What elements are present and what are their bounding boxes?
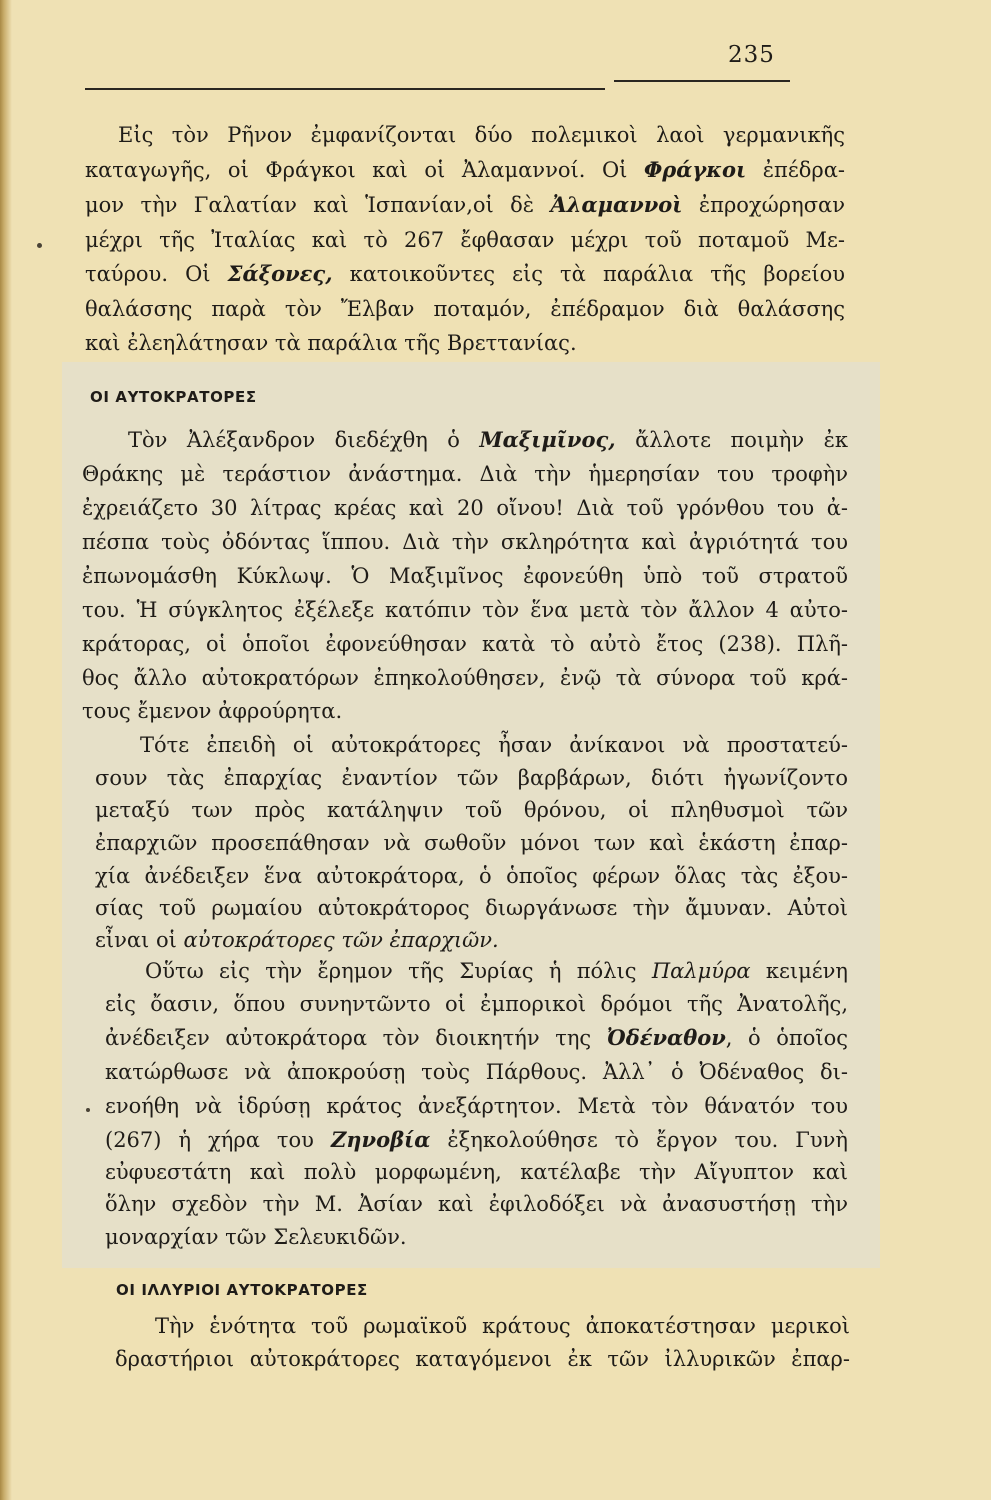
text-segment: ἐξηκολούθησε τὸ ἔργον του. Γυνὴ [430,1128,848,1152]
text-line: χία ἀνέδειξεν ἕνα αὐτοκράτορα, ὁ ὁποῖος φέρων ὅλας τὰς ἐξου- [95,864,848,888]
text-line: σίας τοῦ ρωμαίου αὐτοκράτορος διωργάνωσε τὴν ἄμυναν. Αὐτοὶ [95,896,848,920]
text-line [85,155,845,185]
text-segment: κειμένη [750,959,848,983]
text-line: κράτορας, οἱ ὁποῖοι ἐφονεύθησαν κατὰ τὸ αὐτὸ ἔτος (238). Πλῆ- [82,632,848,656]
emphasized-term: αὐτοκράτορες τῶν ἐπαρχιῶν. [183,928,499,952]
text-line: ἐπαρχιῶν προσεπάθησαν νὰ σωθοῦν μόνοι των καὶ ἑκάστη ἐπαρ- [95,831,848,855]
text-segment: ἐπροχώρησαν [682,193,845,217]
section-heading: ΟΙ ΑΥΤΟΚΡΑΤΟΡΕΣ [90,388,257,406]
emphasized-term: Παλμύρα [651,959,751,983]
section-heading: ΟΙ ΙΛΛΥΡΙΟΙ ΑΥΤΟΚΡΑΤΟΡΕΣ [116,1281,368,1299]
text-segment: (267) ἡ χήρα του [105,1128,331,1152]
text-segment: εἶναι οἱ [95,928,184,952]
text-line: Τότε ἐπειδὴ οἱ αὐτοκράτορες ἦσαν ἀνίκανοι νὰ προστατεύ- [140,733,848,757]
text-line: Τὴν ἑνότητα τοῦ ρωμαϊκοῦ κράτους ἀποκατέστησαν μερικοὶ [155,1314,850,1338]
text-line: μεταξύ των πρὸς κατάληψιν τοῦ θρόνου, οἱ πληθυσμοὶ τῶν [95,798,848,822]
text-line [128,425,848,455]
text-segment: κατοικοῦντες εἰς τὰ παράλια τῆς βορείου [332,262,845,286]
emphasized-term: Μαξιμῖνος, [479,427,616,452]
text-segment: ἄλλοτε ποιμὴν ἐκ [615,428,848,452]
text-line [85,259,845,289]
text-segment: ἐπέδρα- [746,158,845,182]
text-line: καὶ ἐλεηλάτησαν τὰ παράλια τῆς Βρεττανίας. [85,331,577,355]
text-segment: μον τὴν Γαλατίαν καὶ Ἱσπανίαν,οἱ δὲ [85,193,551,217]
text-line: θος ἄλλο αὐτοκρατόρων ἐπηκολούθησεν, ἐνῷ τὰ σύνορα τοῦ κρά- [82,666,848,690]
text-line: μοναρχίαν τῶν Σελευκιδῶν. [105,1225,407,1249]
header-rule [85,88,605,90]
text-line [95,925,848,955]
text-line: θαλάσσης παρὰ τὸν Ἔλβαν ποταμόν, ἐπέδραμον διὰ θαλάσσης [85,297,845,321]
text-line [85,190,845,220]
text-line: Θράκης μὲ τεράστιον ἀνάστημα. Διὰ τὴν ἡμερησίαν του τροφὴν [82,462,848,486]
text-line: ενοήθη νὰ ἱδρύσῃ κράτος ἀνεξάρτητον. Μετὰ τὸν θάνατόν του [105,1094,848,1118]
emphasized-term: Ἀλαμαννοὶ [550,192,683,217]
margin-speck [37,243,42,248]
text-segment: , ὁ ὁποῖος [725,1026,848,1050]
text-line: ὅλην σχεδὸν τὴν Μ. Ἀσίαν καὶ ἐφιλοδόξει νὰ ἀνασυστήσῃ τὴν [105,1192,848,1216]
header-rule [614,80,790,82]
text-line: ἐχρειάζετο 30 λίτρας κρέας καὶ 20 οἴνου! Διὰ τοῦ γρόνθου του ἀ- [82,496,848,520]
text-line: τους ἔμενον ἀφρούρητα. [82,699,343,723]
text-line: δραστήριοι αὐτοκράτορες καταγόμενοι ἐκ τῶν ἰλλυρικῶν ἐπαρ- [115,1347,850,1371]
text-line: του. Ἡ σύγκλητος ἐξέλεξε κατόπιν τὸν ἕνα μετὰ τὸν ἄλλον 4 αὐτο- [82,598,848,622]
text-line: εὐφυεστάτη καὶ πολὺ μορφωμένη, κατέλαβε τὴν Αἴγυπτον καὶ [105,1160,848,1184]
text-line: μέχρι τῆς Ἰταλίας καὶ τὸ 267 ἔφθασαν μέχρι τοῦ ποταμοῦ Με- [85,228,845,252]
text-line [105,1125,848,1155]
text-line: κατώρθωσε νὰ ἀποκρούσῃ τοὺς Πάρθους. Ἀλλ᾽ ὁ Ὀδέναθος δι- [105,1060,848,1084]
emphasized-term: Φράγκοι [644,157,747,182]
emphasized-term: Ζηνοβία [330,1127,431,1152]
text-line: σουν τὰς ἐπαρχίας ἐναντίον τῶν βαρβάρων, διότι ἠγωνίζοντο [95,766,848,790]
text-line: πέσπα τοὺς ὀδόντας ἵππου. Διὰ τὴν σκληρότητα καὶ ἀγριότητά του [82,530,848,554]
text-segment: Οὕτω εἰς τὴν ἔρημον τῆς Συρίας ἡ πόλις [145,959,652,983]
page-edge-shadow [0,0,12,1500]
text-line [145,956,848,986]
text-segment: ταύρου. Οἱ [85,262,228,286]
text-line: Εἰς τὸν Ρῆνον ἐμφανίζονται δύο πολεμικοὶ λαοὶ γερμανικῆς [118,123,845,147]
text-line: ἐπωνομάσθη Κύκλωψ. Ὁ Μαξιμῖνος ἐφονεύθη ὑπὸ τοῦ στρατοῦ [82,564,848,588]
margin-speck [86,1108,90,1112]
text-segment: καταγωγῆς, οἱ Φράγκοι καὶ οἱ Ἀλαμαννοί. Οἱ [85,158,644,182]
text-line [105,1023,848,1053]
text-line: εἰς ὄασιν, ὅπου συνηντῶντο οἱ ἐμπορικοὶ δρόμοι τῆς Ἀνατολῆς, [105,992,848,1016]
emphasized-term: Σάξονες, [227,261,333,286]
text-segment: ἀνέδειξεν αὐτοκράτορα τὸν διοικητήν της [105,1026,607,1050]
text-segment: Τὸν Ἀλέξανδρον διεδέχθη ὁ [128,428,480,452]
emphasized-term: Ὀδέναθον [606,1025,726,1050]
page-number: 235 [728,42,775,68]
